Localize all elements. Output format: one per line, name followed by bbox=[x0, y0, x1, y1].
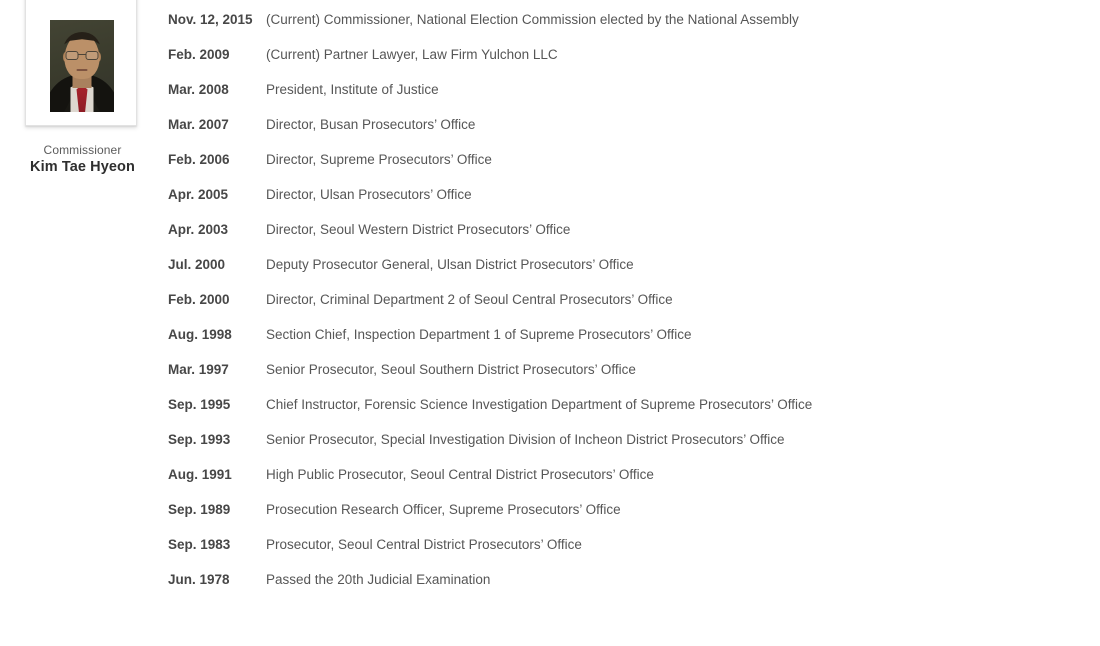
career-description: Prosecution Research Officer, Supreme Prosecutors’ Office bbox=[266, 502, 621, 517]
career-date: Nov. 12, 2015 bbox=[168, 12, 253, 27]
career-row bbox=[168, 457, 1100, 492]
portrait-glasses bbox=[66, 51, 99, 60]
profile-column bbox=[0, 0, 165, 646]
career-row bbox=[168, 562, 1100, 597]
career-row bbox=[168, 247, 1100, 282]
career-description: Senior Prosecutor, Seoul Southern District Prosecutors’ Office bbox=[266, 362, 636, 377]
career-date: Aug. 1998 bbox=[168, 327, 232, 342]
career-date: Feb. 2006 bbox=[168, 152, 230, 167]
career-description: Director, Ulsan Prosecutors’ Office bbox=[266, 187, 472, 202]
career-description: Director, Busan Prosecutors’ Office bbox=[266, 117, 476, 132]
career-row bbox=[168, 142, 1100, 177]
career-date: Jul. 2000 bbox=[168, 257, 226, 272]
career-description: High Public Prosecutor, Seoul Central District Prosecutors’ Office bbox=[266, 467, 654, 482]
career-date: Sep. 1993 bbox=[168, 432, 231, 447]
career-date: Apr. 2003 bbox=[168, 222, 229, 237]
career-row bbox=[168, 177, 1100, 212]
career-description: Passed the 20th Judicial Examination bbox=[266, 572, 491, 587]
career-row bbox=[168, 107, 1100, 142]
glasses-lens-right bbox=[86, 51, 99, 60]
career-row bbox=[168, 212, 1100, 247]
profile-caption bbox=[0, 142, 165, 176]
career-description: Section Chief, Inspection Department 1 of Supreme Prosecutors’ Office bbox=[266, 327, 692, 342]
career-description: (Current) Partner Lawyer, Law Firm Yulchon LLC bbox=[266, 47, 558, 62]
career-description: Senior Prosecutor, Special Investigation Division of Incheon District Prosecutors’ Office bbox=[266, 432, 785, 447]
portrait-mouth bbox=[77, 69, 88, 71]
career-description: President, Institute of Justice bbox=[266, 82, 439, 97]
career-description: Director, Criminal Department 2 of Seoul Central Prosecutors’ Office bbox=[266, 292, 673, 307]
career-date: Apr. 2005 bbox=[168, 187, 229, 202]
photo-card bbox=[25, 0, 137, 126]
career-date: Mar. 2007 bbox=[168, 117, 229, 132]
career-date: Sep. 1995 bbox=[168, 397, 231, 412]
career-description: Prosecutor, Seoul Central District Prosecutors’ Office bbox=[266, 537, 582, 552]
career-date: Sep. 1983 bbox=[168, 537, 231, 552]
career-row bbox=[168, 37, 1100, 72]
career-date: Sep. 1989 bbox=[168, 502, 231, 517]
career-row bbox=[168, 527, 1100, 562]
career-row bbox=[168, 2, 1100, 37]
career-row bbox=[168, 387, 1100, 422]
career-date: Feb. 2009 bbox=[168, 47, 230, 62]
profile-role: Commissioner bbox=[43, 143, 122, 157]
career-row bbox=[168, 317, 1100, 352]
portrait-photo bbox=[50, 20, 114, 112]
career-timeline bbox=[168, 0, 1100, 597]
career-date: Mar. 1997 bbox=[168, 362, 229, 377]
career-row bbox=[168, 422, 1100, 457]
career-row bbox=[168, 352, 1100, 387]
glasses-lens-left bbox=[66, 51, 79, 60]
career-description: Director, Seoul Western District Prosecutors’ Office bbox=[266, 222, 571, 237]
career-row bbox=[168, 282, 1100, 317]
profile-name: Kim Tae Hyeon bbox=[30, 159, 135, 175]
career-date: Feb. 2000 bbox=[168, 292, 230, 307]
career-description: (Current) Commissioner, National Election Commission elected by the National Assembly bbox=[266, 12, 799, 27]
career-date: Jun. 1978 bbox=[168, 572, 230, 587]
career-description: Deputy Prosecutor General, Ulsan District Prosecutors’ Office bbox=[266, 257, 634, 272]
career-date: Aug. 1991 bbox=[168, 467, 232, 482]
career-description: Director, Supreme Prosecutors’ Office bbox=[266, 152, 492, 167]
glasses-bridge bbox=[79, 54, 86, 55]
career-row bbox=[168, 492, 1100, 527]
portrait-illustration bbox=[50, 20, 114, 112]
career-row bbox=[168, 72, 1100, 107]
career-description: Chief Instructor, Forensic Science Investigation Department of Supreme Prosecutors’ Office bbox=[266, 397, 813, 412]
career-date: Mar. 2008 bbox=[168, 82, 229, 97]
